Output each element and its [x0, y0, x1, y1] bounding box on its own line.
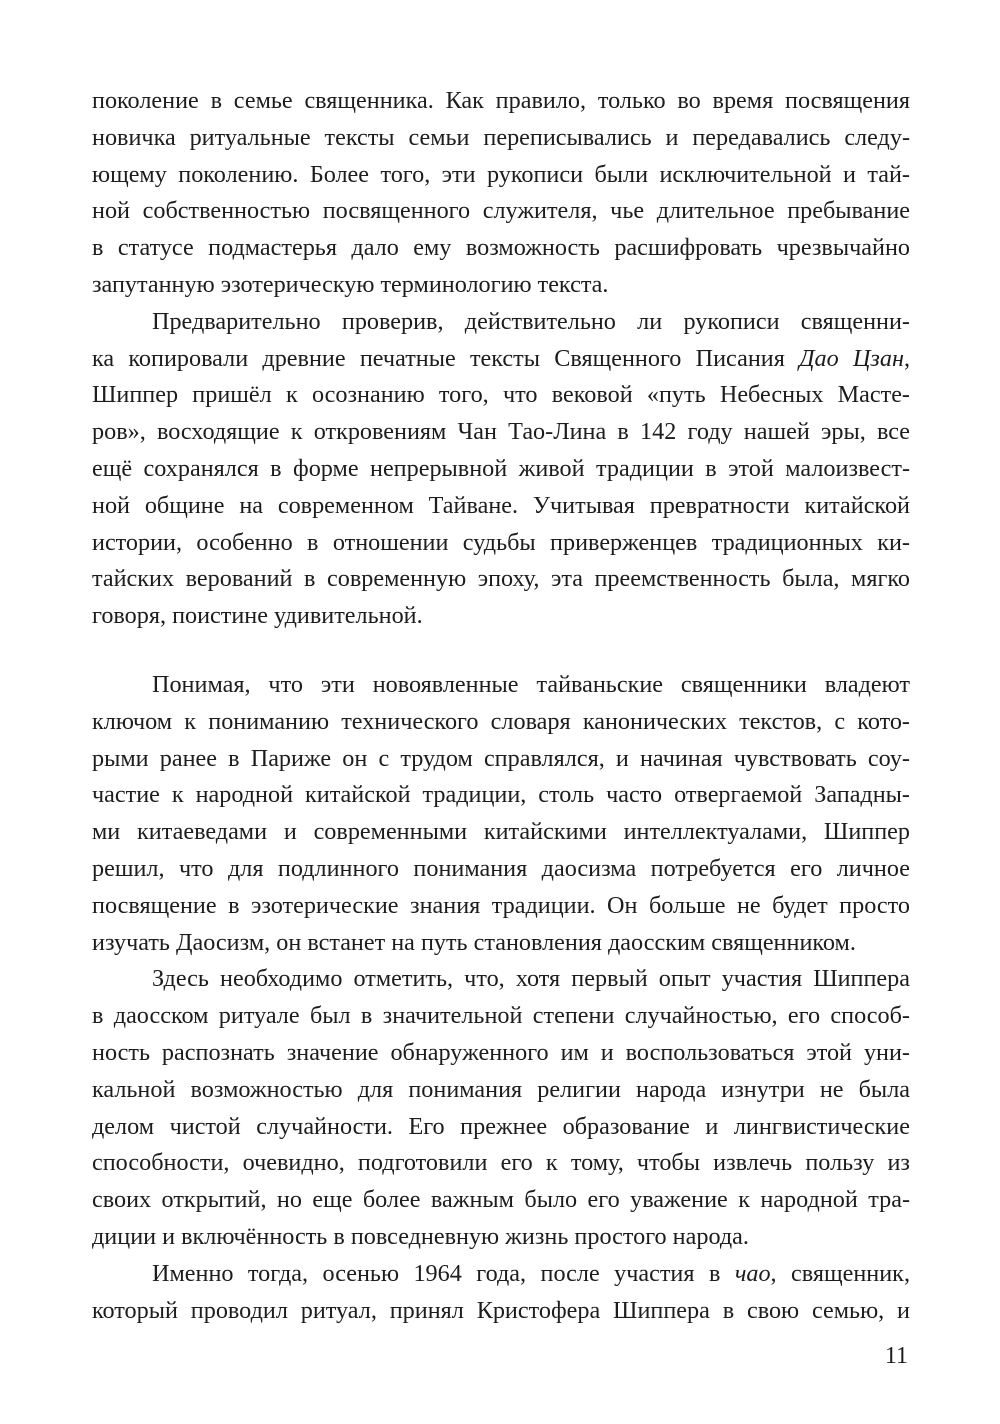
text-line-with-italic: [92, 341, 910, 378]
text-line: кальной возможностью для понимания религии народа изнутри не была: [92, 1075, 910, 1103]
text-line: частие к народной китайской традиции, столь часто отвергаемой Западны-: [92, 781, 910, 809]
text-line: который проводил ритуал, принял Кристофера Шиппера в свою семью, и: [92, 1296, 910, 1324]
text-line: посвящение в эзотерические знания традиции. Он больше не будет просто: [92, 891, 910, 919]
paragraph-1: [92, 83, 910, 304]
text-run: ка копировали древние печатные тексты Священного Писания: [92, 344, 800, 372]
text-line: ной общине на современном Тайване. Учитывая превратности китайской: [92, 491, 910, 519]
text-line: говоря, поистине удивительной.: [92, 602, 423, 630]
page-number: 11: [884, 1343, 908, 1369]
text-line: ещё сохранялся в форме непрерывной живой традиции в этой малоизвест-: [92, 454, 910, 482]
paragraph-2: [92, 304, 910, 635]
text-run: ,: [903, 344, 910, 372]
text-line: новичка ритуальные тексты семьи переписывались и передавались следу-: [92, 123, 910, 151]
italic-term-chao: чао: [734, 1259, 771, 1287]
text-line: в статусе подмастерья дало ему возможность расшифровать чрезвычайно: [92, 234, 910, 262]
text-line: диции и включённость в повседневную жизнь простого народа.: [92, 1222, 749, 1250]
paragraph-4: [92, 961, 910, 1255]
text-block-top: [92, 83, 910, 635]
text-line: Предварительно проверив, действительно ли рукописи священни-: [152, 307, 910, 335]
text-line: способности, очевидно, подготовили его к тому, чтобы извлечь пользу из: [92, 1149, 910, 1177]
text-line: в даосском ритуале был в значительной степени случайностью, его способ-: [92, 1002, 910, 1030]
text-line: своих открытий, но еще более важным было его уважение к народной тра-: [92, 1186, 910, 1214]
text-line: ющему поколению. Более того, эти рукописи были исключительной и тай-: [92, 160, 910, 188]
paragraph-5: [92, 1256, 910, 1330]
text-run: , священник,: [770, 1259, 910, 1287]
text-block-bottom: [92, 667, 910, 1329]
text-line: запутанную эзотерическую терминологию текста.: [92, 270, 609, 298]
paragraph-3: [92, 667, 910, 961]
text-run: Именно тогда, осенью 1964 года, после участия в: [152, 1259, 735, 1287]
text-line: Здесь необходимо отметить, что, хотя первый опыт участия Шиппера: [152, 965, 910, 993]
text-line: Шиппер пришёл к осознанию того, что вековой «путь Небесных Масте-: [92, 381, 910, 409]
italic-term-dao-tsang: Дао Цзан: [799, 344, 904, 372]
text-line: поколение в семье священника. Как правило, только во время посвящения: [92, 87, 910, 114]
text-line: ров», восходящие к откровениям Чан Тао-Лина в 142 году нашей эры, все: [92, 418, 910, 446]
text-line: тайских верований в современную эпоху, эта преемственность была, мягко: [92, 565, 910, 593]
text-line: ность распознать значение обнаруженного им и воспользоваться этой уни-: [92, 1038, 910, 1066]
text-line-with-italic: [92, 1256, 910, 1293]
text-line: Понимая, что эти новоявленные тайваньские священники владеют: [152, 671, 910, 698]
text-line: истории, особенно в отношении судьбы приверженцев традиционных ки-: [92, 528, 910, 556]
text-line: рыми ранее в Париже он с трудом справлялся, и начиная чувствовать соу-: [92, 744, 910, 772]
text-line: ключом к пониманию технического словаря канонических текстов, с кото-: [92, 707, 910, 735]
text-line: изучать Даосизм, он встанет на путь становления даосским священником.: [92, 928, 856, 956]
text-line: ми китаеведами и современными китайскими интеллектуалами, Шиппер: [92, 818, 910, 846]
text-line: решил, что для подлинного понимания даосизма потребуется его личное: [92, 854, 910, 882]
text-line: ной собственностью посвященного служителя, чье длительное пребывание: [92, 197, 910, 225]
text-line: делом чистой случайности. Его прежнее образование и лингвистические: [92, 1112, 910, 1140]
